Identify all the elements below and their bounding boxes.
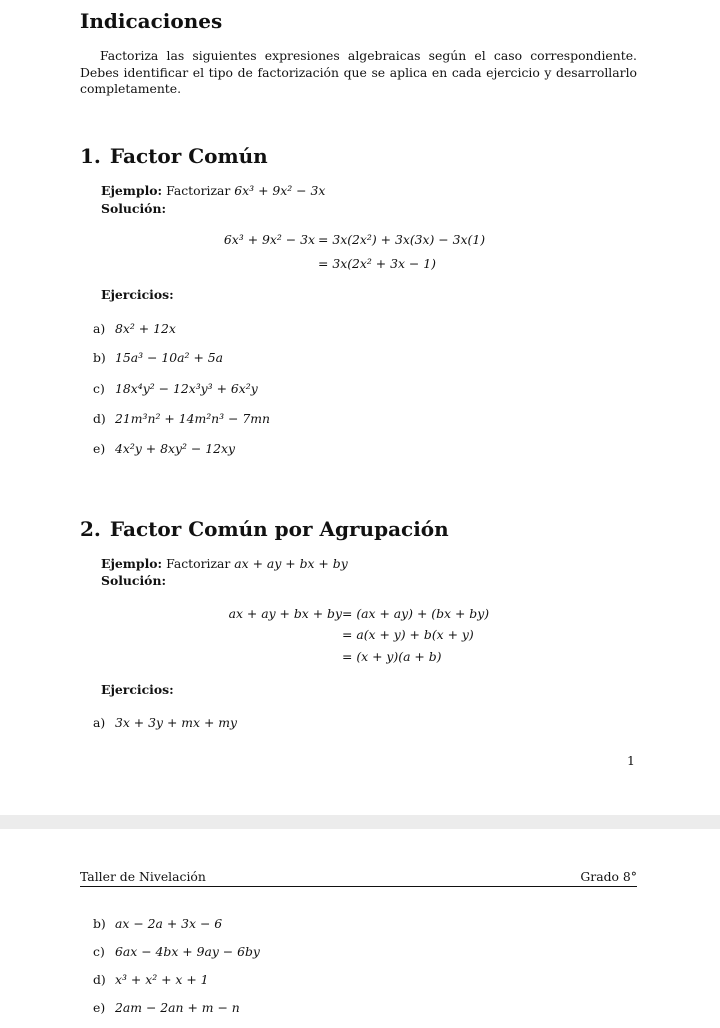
exercise-label: b) xyxy=(93,350,106,365)
indicaciones-heading: Indicaciones xyxy=(80,9,223,33)
example-expression: ax + ay + bx + by xyxy=(234,556,348,571)
intro-paragraph: Factoriza las siguientes expresiones algebraicas según el caso correspondiente. Debes identificar el tipo de factorización que se aplica en cada ejercicio y desarrollarlo completamente. xyxy=(80,48,637,96)
section-2-exercises-label-row xyxy=(101,682,174,697)
solution-rhs-line-1: = (ax + ay) + (bx + by) xyxy=(342,606,490,621)
exercise-expression: 2am − 2an + m − n xyxy=(115,1000,240,1015)
section-2-title xyxy=(80,517,449,541)
exercise-item xyxy=(93,441,235,456)
exercise-item xyxy=(93,350,223,365)
section-1-title-text: Factor Común xyxy=(109,144,268,168)
example-expression: 6x³ + 9x² − 3x xyxy=(234,183,326,198)
solution-lhs: ax + ay + bx + by xyxy=(228,606,342,621)
exercises-label: Ejercicios: xyxy=(101,682,174,697)
solution-label: Solución: xyxy=(101,201,167,216)
exercise-expression: 18x⁴y² − 12x³y³ + 6x²y xyxy=(115,381,258,396)
example-label: Ejemplo: xyxy=(101,556,163,571)
exercise-label: e) xyxy=(93,1000,106,1015)
page-number: 1 xyxy=(627,753,635,768)
exercise-expression: 6ax − 4bx + 9ay − 6by xyxy=(115,944,260,959)
exercise-label: b) xyxy=(93,916,106,931)
example-text: Factorizar xyxy=(166,183,231,198)
solution-label: Solución: xyxy=(101,573,167,588)
exercise-item xyxy=(93,972,209,987)
section-1-example xyxy=(101,183,325,198)
solution-rhs-line-2: = a(x + y) + b(x + y) xyxy=(342,627,474,642)
exercise-label: c) xyxy=(93,381,105,396)
exercise-label: d) xyxy=(93,411,106,426)
header-rule xyxy=(80,886,637,887)
exercise-expression: x³ + x² + x + 1 xyxy=(115,972,209,987)
section-1-number: 1. xyxy=(80,144,101,168)
example-label: Ejemplo: xyxy=(101,183,163,198)
solution-rhs-line-2: = 3x(2x² + 3x − 1) xyxy=(318,256,436,271)
running-header-left: Taller de Nivelación xyxy=(80,869,206,884)
exercises-label: Ejercicios: xyxy=(101,287,174,302)
exercise-item xyxy=(93,411,270,426)
exercise-label: a) xyxy=(93,715,106,730)
running-header-right: Grado 8° xyxy=(580,869,637,884)
page-2 xyxy=(0,829,720,1028)
exercise-item xyxy=(93,916,222,931)
solution-rhs-line-1: = 3x(2x²) + 3x(3x) − 3x(1) xyxy=(318,232,486,247)
exercise-item xyxy=(93,1000,240,1015)
section-1-solution-equation xyxy=(0,232,720,276)
exercise-expression: 8x² + 12x xyxy=(115,321,176,336)
section-2-solution-equation xyxy=(0,606,720,670)
exercise-item xyxy=(93,321,176,336)
exercise-expression: ax − 2a + 3x − 6 xyxy=(115,916,223,931)
exercise-expression: 15a³ − 10a² + 5a xyxy=(115,350,224,365)
section-2-title-text: Factor Común por Agrupación xyxy=(109,517,449,541)
section-1-solution-label-row xyxy=(101,201,166,216)
section-1-exercises-label-row xyxy=(101,287,174,302)
exercise-item xyxy=(93,715,237,730)
exercise-item xyxy=(93,944,260,959)
section-2-number: 2. xyxy=(80,517,101,541)
exercise-label: a) xyxy=(93,321,106,336)
exercise-label: c) xyxy=(93,944,105,959)
exercise-label: e) xyxy=(93,441,106,456)
exercise-expression: 21m³n² + 14m²n³ − 7mn xyxy=(115,411,270,426)
section-2-example xyxy=(101,556,348,571)
example-text: Factorizar xyxy=(166,556,231,571)
section-2-solution-label-row xyxy=(101,573,166,588)
solution-rhs-line-3: = (x + y)(a + b) xyxy=(342,649,442,664)
solution-lhs: 6x³ + 9x² − 3x xyxy=(223,232,315,247)
exercise-expression: 3x + 3y + mx + my xyxy=(115,715,238,730)
page-separator xyxy=(0,815,720,829)
section-1-title xyxy=(80,144,268,168)
exercise-item xyxy=(93,381,258,396)
exercise-label: d) xyxy=(93,972,106,987)
exercise-expression: 4x²y + 8xy² − 12xy xyxy=(115,441,235,456)
